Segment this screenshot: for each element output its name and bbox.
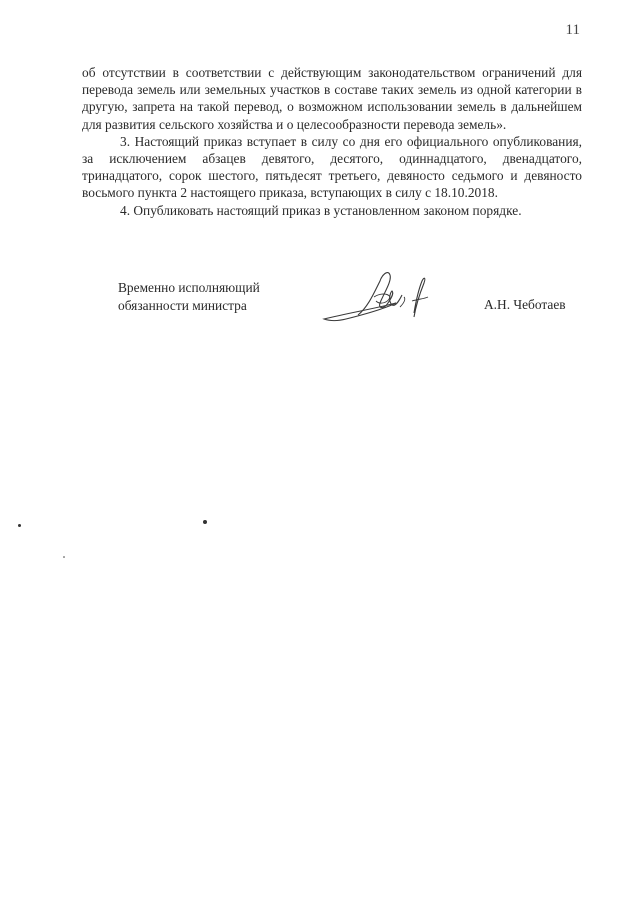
signer-title-line-1: Временно исполняющий: [118, 280, 260, 295]
document-body: [82, 64, 582, 219]
scan-speck: [63, 556, 65, 558]
paragraph-item-3: 3. Настоящий приказ вступает в силу со дня его официального опубликования, за исключением абзацев девятого, десятого, одиннадцатого, двенадцатого, тринадцатого, сорок шестого, пятьдесят третьего, девяносто седьмого и девяносто восьмого пункта 2 настоящего приказа, вступающих в силу с 18.10.2018.: [82, 133, 582, 201]
scan-speck: [203, 520, 207, 524]
signer-title: [118, 279, 260, 315]
signer-title-line-2: обязанности министра: [118, 298, 247, 313]
scan-speck: [18, 524, 21, 527]
handwritten-signature: [318, 263, 448, 333]
page-number: 11: [565, 22, 580, 38]
signer-name: А.Н. Чеботаев: [484, 297, 566, 312]
signature-block: [118, 279, 588, 339]
paragraph-continuation: об отсутствии в соответствии с действующим законодательством ограничений для перевода земель или земельных участков в составе таких земель из одной категории в другую, запрета на такой перевод, о возможном использовании земель в дальнейшем для развития сельского хозяйства и о целесообразности перевода земель».: [82, 65, 582, 132]
paragraph-item-4: 4. Опубликовать настоящий приказ в установленном законом порядке.: [120, 202, 522, 218]
